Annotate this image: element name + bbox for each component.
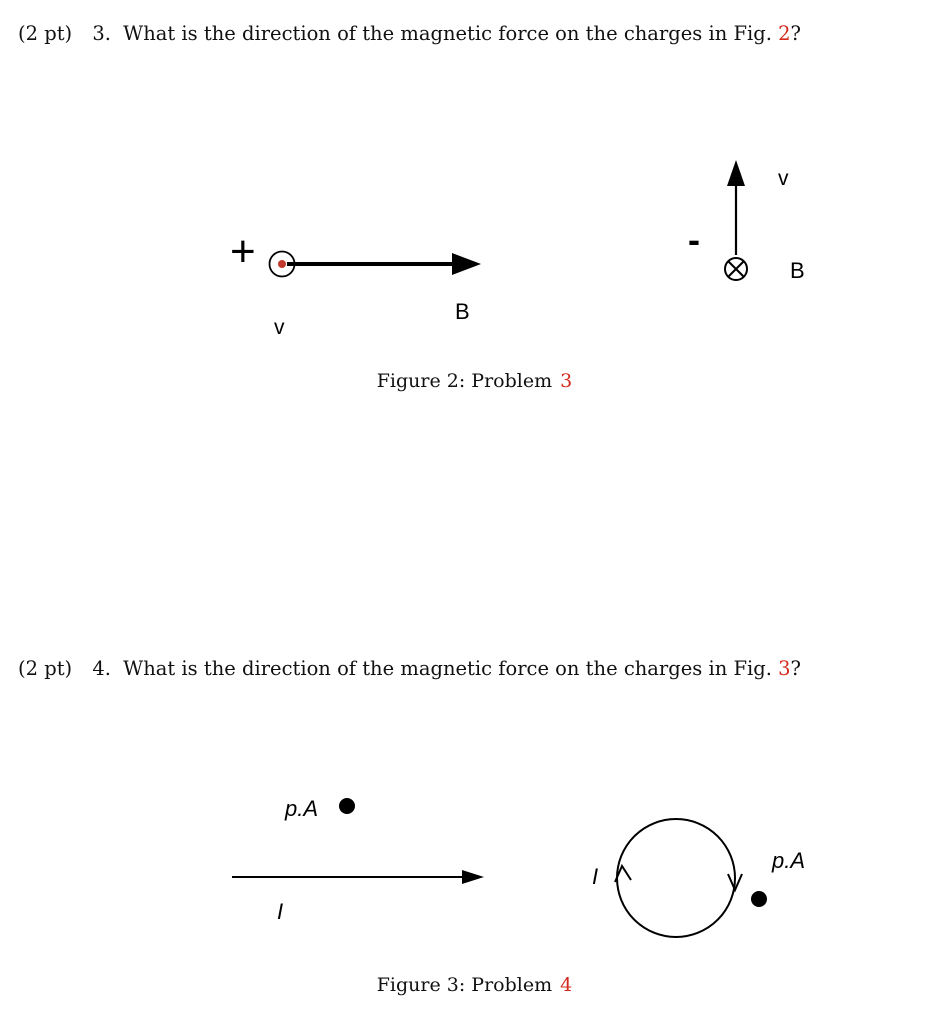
fig3-right-current-loop bbox=[617, 819, 735, 937]
figure-3-caption bbox=[0, 974, 949, 996]
fig3-left-point-a-dot bbox=[339, 798, 355, 814]
fig3-right-point-a-label: p.A bbox=[772, 848, 806, 873]
problem-4-number: 4. bbox=[92, 657, 111, 680]
fig2-right-b-label: B bbox=[790, 258, 805, 283]
problem-4-points: (2 pt) bbox=[18, 657, 73, 680]
fig2-left-v-label: v bbox=[274, 316, 285, 339]
fig2-left-charge-sign: + bbox=[230, 227, 256, 276]
problem-3-figure-link[interactable]: 2 bbox=[778, 22, 791, 45]
fig2-left-b-label: B bbox=[455, 299, 470, 324]
fig3-left-current-label: I bbox=[277, 899, 284, 924]
problem-3-question-mark: ? bbox=[790, 22, 802, 45]
fig2-left-velocity-dot bbox=[278, 260, 286, 268]
fig2-right-v-label: v bbox=[778, 167, 789, 190]
fig3-left-current-arrowhead bbox=[462, 870, 484, 884]
problem-4 bbox=[18, 657, 801, 680]
figure-2-caption-text: Figure 2: Problem bbox=[376, 370, 553, 392]
fig2-left-b-field-arrowhead bbox=[452, 253, 481, 275]
problem-4-question-mark: ? bbox=[790, 657, 802, 680]
fig3-right-point-a-dot bbox=[751, 891, 767, 907]
figure-2-caption-problem-link[interactable]: 3 bbox=[560, 370, 573, 392]
fig3-right-current-label: I bbox=[592, 864, 599, 889]
figure-3-caption-text: Figure 3: Problem bbox=[376, 974, 553, 996]
figure-3-diagram bbox=[0, 770, 949, 970]
figure-2-caption bbox=[0, 370, 949, 392]
problem-3-question: What is the direction of the magnetic force on the charges in Fig. bbox=[123, 22, 772, 45]
problem-3-number: 3. bbox=[92, 22, 111, 45]
figure-2-diagram bbox=[0, 0, 949, 360]
fig2-right-velocity-arrowhead bbox=[727, 160, 745, 186]
problem-3-points: (2 pt) bbox=[18, 22, 73, 45]
problem-4-question: What is the direction of the magnetic force on the charges in Fig. bbox=[123, 657, 772, 680]
fig3-left-point-a-label: p.A bbox=[285, 796, 319, 821]
problem-4-figure-link[interactable]: 3 bbox=[778, 657, 791, 680]
figure-3-caption-problem-link[interactable]: 4 bbox=[560, 974, 573, 996]
fig2-right-charge-sign: - bbox=[688, 219, 700, 260]
